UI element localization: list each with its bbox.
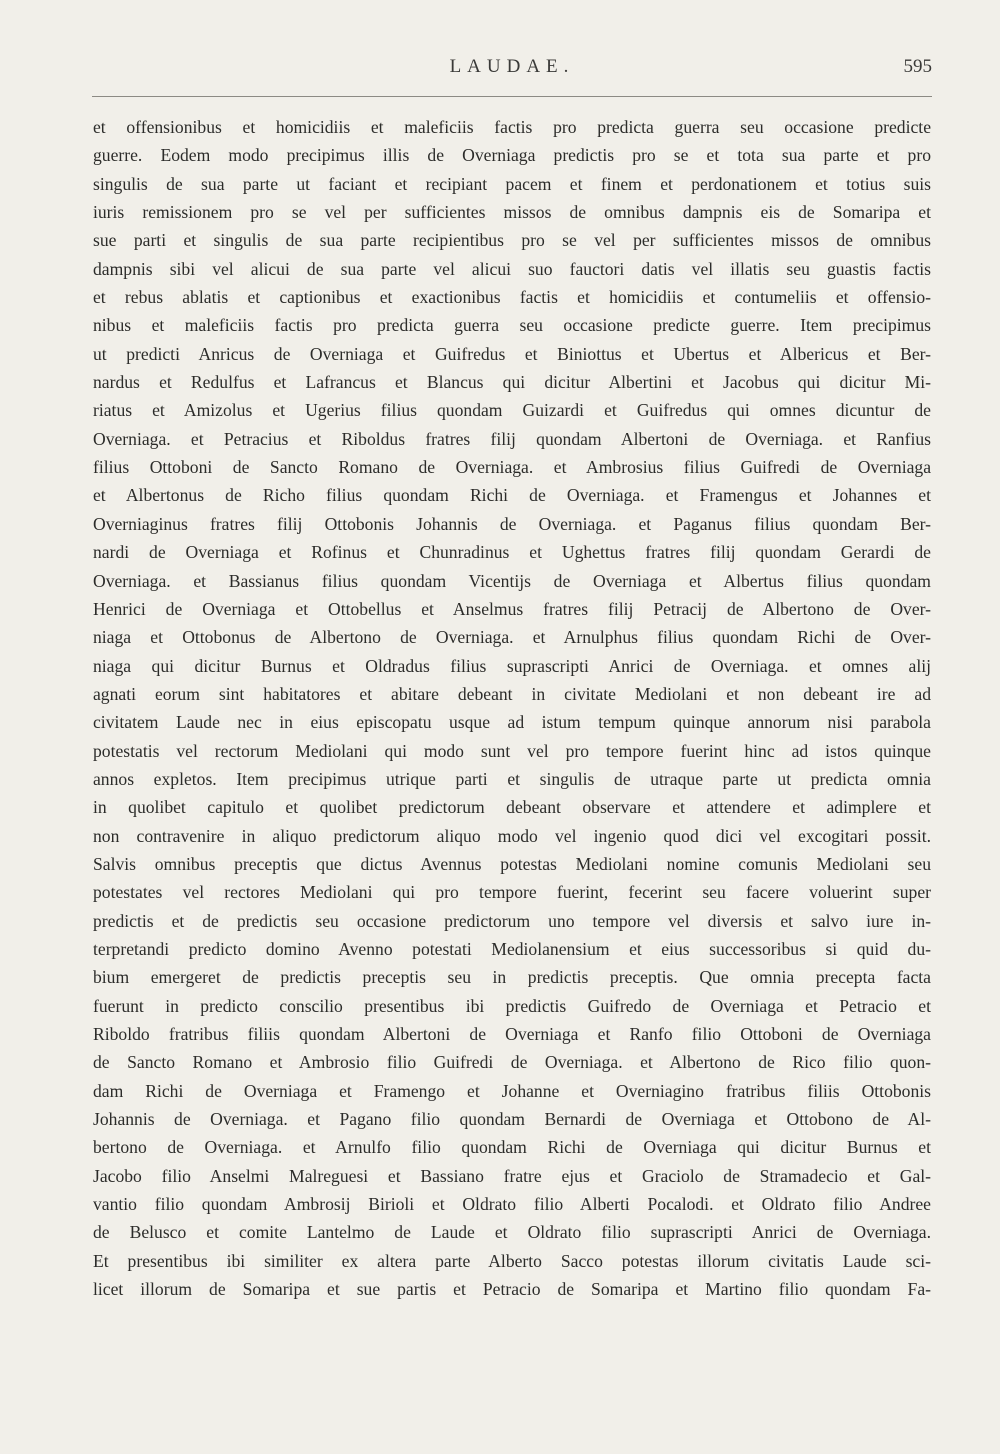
text-line: Overniaga. et Petracius et Riboldus fratres filij quondam Albertoni de Overniaga. et Ranfius [93, 428, 931, 449]
text-line: Johannis de Overniaga. et Pagano filio quondam Bernardi de Overniaga et Ottobono de Al- [93, 1109, 931, 1130]
text-line: Salvis omnibus preceptis que dictus Avennus potestas Mediolani nomine comunis Mediolani seu [93, 853, 931, 874]
text-line: predictis et de predictis seu occasione predictorum uno tempore vel diversis et salvo iure in- [93, 910, 931, 931]
text-line: Overniaginus fratres filij Ottobonis Johannis de Overniaga. et Paganus filius quondam Ber- [93, 513, 931, 534]
text-line: ut predicti Anricus de Overniaga et Guifredus et Biniottus et Ubertus et Albericus et Ber- [93, 343, 931, 364]
text-line: nardus et Redulfus et Lafrancus et Blancus qui dicitur Albertini et Jacobus qui dicitur Mi- [93, 372, 931, 393]
text-line: Riboldo fratribus filiis quondam Albertoni de Overniaga et Ranfo filio Ottoboni de Overniaga [93, 1024, 931, 1044]
text-line: Et presentibus ibi similiter ex altera parte Alberto Sacco potestas illorum civitatis Laude sci- [93, 1250, 931, 1271]
text-line: licet illorum de Somaripa et sue partis et Petracio de Somaripa et Martino filio quondam Fa- [93, 1279, 931, 1300]
text-line: iuris remissionem pro se vel per sufficientes missos de omnibus dampnis eis de Somaripa et [93, 202, 931, 223]
text-line: de Belusco et comite Lantelmo de Laude et Oldrato filio suprascripti Anrici de Overniaga. [93, 1222, 931, 1243]
text-line: et rebus ablatis et captionibus et exactionibus factis et homicidiis et contumeliis et offensio- [93, 287, 931, 308]
text-line: bertono de Overniaga. et Arnulfo filio quondam Richi de Overniaga qui dicitur Burnus et [93, 1137, 931, 1158]
text-line: in quolibet capitulo et quolibet predictorum debeant observare et attendere et adimplere et [93, 797, 931, 818]
running-title: LAUDAE. [449, 56, 575, 77]
text-line: bium emergeret de predictis preceptis seu in predictis preceptis. Que omnia precepta facta [93, 967, 931, 988]
text-line: Henrici de Overniaga et Ottobellus et Anselmus fratres filij Petracij de Albertono de Over- [93, 598, 931, 619]
text-line: Jacobo filio Anselmi Malreguesi et Bassiano fratre ejus et Graciolo de Stramadecio et Gal- [93, 1165, 931, 1186]
text-line: potestates vel rectores Mediolani qui pro tempore fuerint, fecerint seu facere voluerint super [93, 882, 931, 903]
text-line: filius Ottoboni de Sancto Romano de Overniaga. et Ambrosius filius Guifredi de Overniaga [93, 457, 931, 478]
text-line: niaga et Ottobonus de Albertono de Overniaga. et Arnulphus filius quondam Richi de Over- [93, 627, 931, 648]
text-line: terpretandi predicto domino Avenno potestati Mediolanensium et eius successoribus si quid du- [93, 938, 931, 959]
text-line: guerre. Eodem modo precipimus illis de Overniaga predictis pro se et tota sua parte et pro [93, 145, 931, 166]
text-line: vantio filio quondam Ambrosij Birioli et Oldrato filio Alberti Pocalodi. et Oldrato filio Andree [93, 1194, 931, 1215]
text-line: et offensionibus et homicidiis et maleficiis factis pro predicta guerra seu occasione predicte [93, 117, 931, 137]
text-line: singulis de sua parte ut faciant et recipiant pacem et finem et perdonationem et totius suis [93, 173, 931, 194]
text-line: riatus et Amizolus et Ugerius filius quondam Guizardi et Guifredus qui omnes dicuntur de [93, 400, 931, 421]
text-line: niaga qui dicitur Burnus et Oldradus filius suprascripti Anrici de Overniaga. et omnes alij [93, 655, 931, 676]
header-rule [92, 96, 932, 97]
text-line: et Albertonus de Richo filius quondam Richi de Overniaga. et Framengus et Johannes et [93, 485, 931, 506]
text-line: potestatis vel rectorum Mediolani qui modo sunt vel pro tempore fuerint hinc ad istos quinque [93, 740, 931, 761]
text-line: agnati eorum sint habitatores et abitare debeant in civitate Mediolani et non debeant ire ad [93, 683, 931, 704]
text-line: fuerunt in predicto conscilio presentibus ibi predictis Guifredo de Overniaga et Petracio et [93, 995, 931, 1016]
text-line: civitatem Laude nec in eius episcopatu usque ad istum tempum quinque annorum nisi parabola [93, 712, 931, 733]
page-number: 595 [903, 56, 932, 77]
text-line: dampnis sibi vel alicui de sua parte vel alicui suo fauctori datis vel illatis seu guastis factis [93, 258, 931, 279]
text-line: nardi de Overniaga et Rofinus et Chunradinus et Ughettus fratres filij quondam Gerardi de [93, 542, 931, 563]
text-line: non contravenire in aliquo predictorum aliquo modo vel ingenio quod dici vel excogitari possit. [93, 825, 931, 846]
text-line: sue parti et singulis de sua parte recipientibus pro se vel per sufficientes missos de omnibus [93, 230, 931, 251]
text-line: Overniaga. et Bassianus filius quondam Vicentijs de Overniaga et Albertus filius quondam [93, 570, 931, 591]
text-line: dam Richi de Overniaga et Framengo et Johanne et Overniagino fratribus filiis Ottobonis [93, 1080, 931, 1101]
text-line: de Sancto Romano et Ambrosio filio Guifredi de Overniaga. et Albertono de Rico filio quon- [93, 1052, 931, 1073]
page-header [92, 56, 932, 86]
text-line: nibus et maleficiis factis pro predicta guerra seu occasione predicte guerre. Item precipimus [93, 315, 931, 336]
body-text [93, 113, 931, 1303]
text-line: annos expletos. Item precipimus utrique parti et singulis de utraque parte ut predicta omnia [93, 768, 931, 789]
